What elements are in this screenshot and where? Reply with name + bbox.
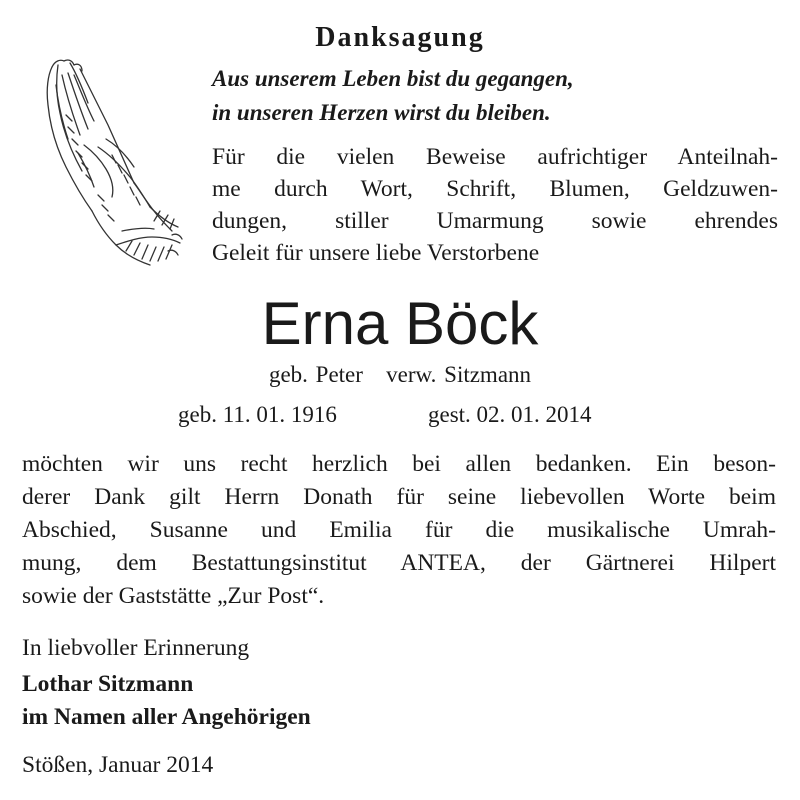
body-line-2: derer Dank gilt Herrn Donath für seine liebevollen Worte beim	[22, 484, 776, 510]
motto-line-1: Aus unserem Leben bist du gegangen,	[212, 66, 574, 91]
signer-name: Lothar Sitzmann	[22, 671, 194, 697]
intro-line-4: Geleit für unsere liebe Verstorbene	[212, 240, 540, 266]
intro-line-3: dungen, stiller Umarmung sowie ehrendes	[212, 208, 778, 234]
body-line-5: sowie der Gaststätte „Zur Post“.	[22, 583, 325, 609]
birth-date: geb. 11. 01. 1916	[178, 402, 337, 427]
intro-line-2: me durch Wort, Schrift, Blumen, Geldzuwen-	[212, 176, 778, 202]
intro-line-1: Für die vielen Beweise aufrichtiger Anteilnah-	[212, 144, 778, 170]
signer-note: im Namen aller Angehörigen	[22, 704, 311, 730]
body-line-1: möchten wir uns recht herzlich bei allen bedanken. Ein beson-	[22, 451, 776, 477]
body-line-3: Abschied, Susanne und Emilia für die musikalische Umrah-	[22, 517, 776, 543]
maiden-name-line	[0, 362, 800, 388]
maiden-name: geb. Peter verw. Sitzmann	[268, 362, 532, 387]
heading: Danksagung	[315, 22, 485, 53]
deceased-name: Erna Böck	[261, 290, 539, 357]
body-line-4: mung, dem Bestattungsinstitut ANTEA, der Gärtnerei Hilpert	[22, 550, 776, 576]
motto-line-2: in unseren Herzen wirst du bleiben.	[212, 100, 551, 125]
place-date: Stößen, Januar 2014	[22, 752, 214, 778]
remembrance-text: In liebvoller Erinnerung	[22, 635, 250, 661]
death-date: gest. 02. 01. 2014	[428, 402, 592, 427]
praying-hands-icon	[22, 55, 187, 270]
